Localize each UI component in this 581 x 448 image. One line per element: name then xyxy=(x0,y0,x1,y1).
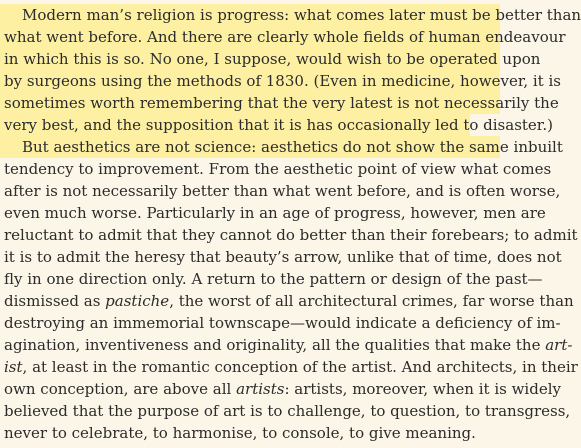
text-line: tendency to improvement. From the aesthetic point of view what comes xyxy=(4,160,552,178)
text-line: reluctant to admit that they cannot do better than their forebears; to admit xyxy=(4,226,578,244)
text-line: even much worse. Particularly in an age of progress, however, men are xyxy=(4,204,546,222)
text-line: never to celebrate, to harmonise, to console, to give meaning. xyxy=(4,424,476,442)
text-line: dismissed as pastiche, the worst of all architectural crimes, far worse than xyxy=(4,292,574,310)
text-line: after is not necessarily better than what went before, and is often worse, xyxy=(4,182,561,200)
text-line: very best, and the supposition that it is has occasionally led to disaster.) xyxy=(0,114,470,136)
text-line: believed that the purpose of art is to challenge, to question, to transgress, xyxy=(4,402,571,420)
text-line: ist, at least in the romantic conception of the artist. And architects, in their xyxy=(4,358,578,376)
text-line: destroying an immemorial townscape—would indicate a deficiency of im- xyxy=(4,314,561,332)
text-line: own conception, are above all artists: artists, moreover, when it is widely xyxy=(4,380,561,398)
text-line: in which this is so. No one, I suppose, would wish to be operated upon xyxy=(0,48,500,70)
text-line: what went before. And there are clearly whole fields of human endeavour xyxy=(0,26,500,48)
text-line: But aesthetics are not science: aesthetics do not show the same inbuilt xyxy=(0,136,500,158)
text-line: by surgeons using the methods of 1830. (Even in medicine, however, it is xyxy=(0,70,500,92)
text-line: agination, inventiveness and originality, all the qualities that make the art- xyxy=(4,336,573,354)
text-line: fly in one direction only. A return to the pattern or design of the past— xyxy=(4,270,543,288)
text-line: Modern man’s religion is progress: what comes later must be better than xyxy=(0,4,500,26)
text-line: it is to admit the heresy that beauty’s arrow, unlike that of time, does not xyxy=(4,248,562,266)
text-line: sometimes worth remembering that the very latest is not necessarily the xyxy=(0,92,500,114)
